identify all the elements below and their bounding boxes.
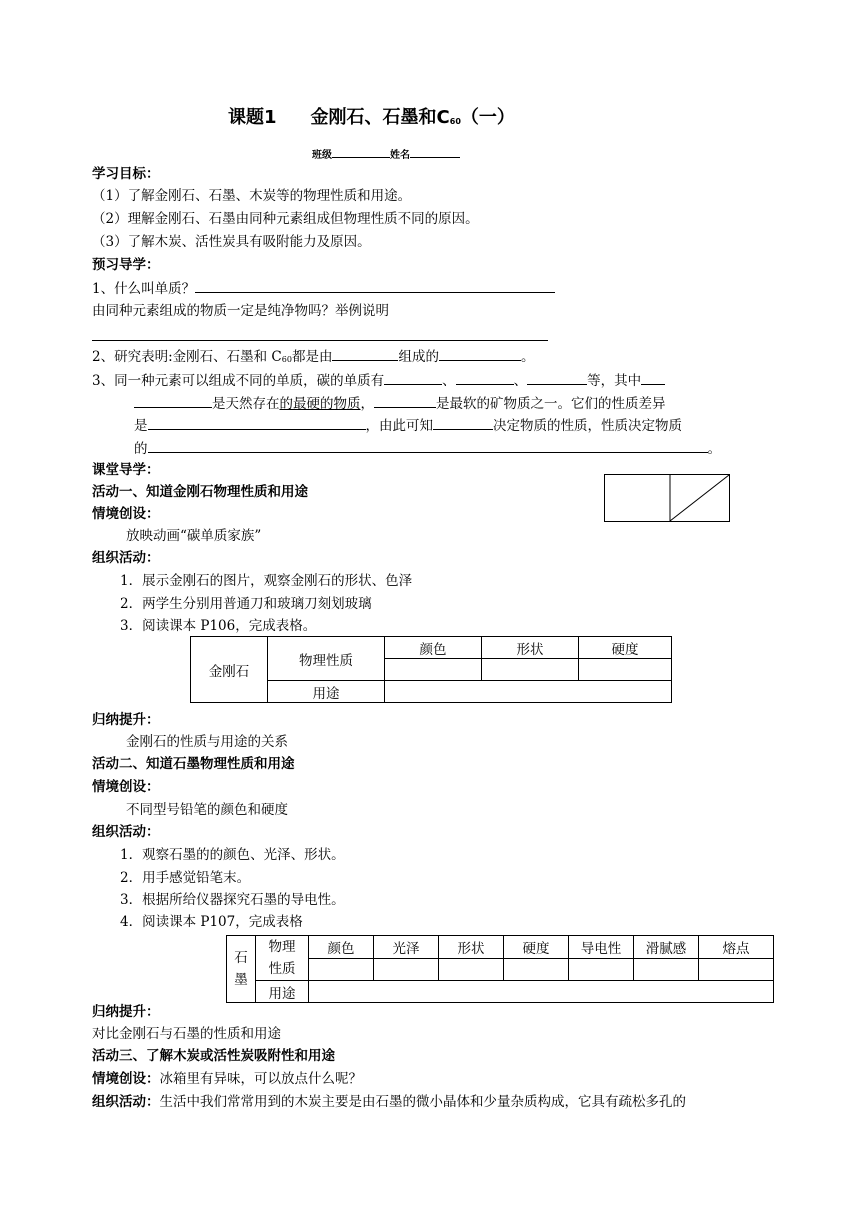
activity-2-title: 活动二、知道石墨物理性质和用途 [92,756,295,772]
table-cell[interactable] [699,958,774,981]
corner-box [604,474,730,522]
table-cell[interactable] [482,659,579,681]
name-blank[interactable] [410,147,460,158]
preview-q1: 1、什么叫单质？ [92,278,555,299]
answer-blank[interactable] [374,393,436,408]
org-label-2: 组织活动： [92,824,160,840]
act1-step-3: 3．阅读课本 P106，完成表格。 [120,618,317,634]
graphite-prop-2: 性质 [268,961,296,977]
activity-3-title: 活动三、了解木炭或活性炭吸附性和用途 [92,1048,335,1064]
classroom-heading: 课堂导学： [92,462,160,478]
graphite-col-color: 颜色 [309,936,374,959]
table-cell[interactable] [579,659,672,681]
objective-1: （1）了解金刚石、石墨、木炭等的物理性质和用途。 [92,188,412,204]
graphite-row-header-2: 墨 [234,972,248,988]
diamond-row-header: 金刚石 [191,637,268,703]
objective-2: （2）理解金刚石、石墨由同种元素组成但物理性质不同的原因。 [92,211,479,227]
corner-box-diagram [605,475,729,521]
diamond-col-color: 颜色 [385,637,482,659]
table-cell[interactable] [439,958,504,981]
name-label: 姓名 [390,150,410,161]
diamond-col-hardness: 硬度 [579,637,672,659]
act1-step-2: 2．两学生分别用普通刀和玻璃刀刻划玻璃 [120,596,372,612]
table-cell[interactable] [309,958,374,981]
answer-blank[interactable] [456,370,514,385]
diamond-prop-header: 物理性质 [268,637,385,681]
activity-1-title: 活动一、知道金刚石物理性质和用途 [92,484,308,500]
title-prefix: 课题1 [228,107,277,128]
class-blank[interactable] [332,147,390,158]
graphite-col-luster: 光泽 [374,936,439,959]
summary-2: 对比金刚石与石墨的性质和用途 [92,1026,281,1042]
diamond-table [190,636,672,703]
scene-3-line [92,1069,362,1089]
graphite-col-melting: 熔点 [699,936,774,959]
preview-q3-line2: 是天然存在的最硬的物质， 是最软的矿物质之一。它们的性质差异 [134,393,666,414]
graphite-use-header: 用途 [256,981,309,1003]
objective-3: （3）了解木炭、活性炭具有吸附能力及原因。 [92,234,371,250]
table-cell[interactable] [504,958,569,981]
scene-3: 冰箱里有异味，可以放点什么呢？ [159,1071,362,1087]
title-suffix: （一） [460,107,515,128]
graphite-row-header-1: 石 [234,950,248,966]
diamond-use-header: 用途 [268,681,385,703]
graphite-col-hardness: 硬度 [504,936,569,959]
answer-blank[interactable] [332,346,398,361]
answer-blank[interactable] [384,370,442,385]
answer-blank[interactable] [433,415,493,430]
scene-1: 放映动画“碳单质家族” [126,528,262,544]
org-label-3: 组织活动： [92,1094,160,1110]
answer-blank[interactable] [148,438,708,453]
table-cell[interactable] [374,958,439,981]
scene-2: 不同型号铅笔的颜色和硬度 [126,802,288,818]
answer-blank[interactable] [195,278,555,293]
table-cell[interactable] [385,681,672,703]
preview-q3-line4: 的 。 [134,438,721,459]
preview-heading: 预习导学： [92,257,160,273]
table-cell[interactable] [309,981,774,1003]
answer-blank[interactable] [527,370,587,385]
summary-label-1: 归纳提升： [92,712,160,728]
answer-blank[interactable] [641,370,665,385]
table-cell[interactable] [385,659,482,681]
title-sub: 60 [449,117,461,126]
scene-label-1: 情境创设： [92,506,160,522]
act2-step-4: 4．阅读课本 P107，完成表格 [120,914,303,930]
page-title [228,106,515,134]
graphite-col-conductivity: 导电性 [569,936,634,959]
diamond-col-shape: 形状 [482,637,579,659]
preview-q2: 2、研究表明:金刚石、石墨和 $C_{60}$都是由 组成的 。 [92,346,534,370]
table-cell[interactable] [634,958,699,981]
title-main: 金刚石、石墨和C [310,107,450,128]
graphite-table [226,935,774,1003]
graphite-row-header [227,936,256,1003]
scene-label-2: 情境创设： [92,779,160,795]
table-cell[interactable] [569,958,634,981]
org-label-1: 组织活动： [92,550,160,566]
answer-blank[interactable] [148,415,366,430]
answer-blank[interactable] [134,393,212,408]
org-3-line [92,1092,686,1112]
preview-q1b: 由同种元素组成的物质一定是纯净物吗？举例说明 [92,303,389,319]
act2-step-1: 1．观察石墨的的颜色、光泽、形状。 [120,847,345,863]
graphite-col-slippery: 滑腻感 [634,936,699,959]
answer-blank-line[interactable] [92,326,548,341]
summary-1: 金刚石的性质与用途的关系 [126,734,288,750]
preview-q3-line1: 3、同一种元素可以组成不同的单质，碳的单质有 、 、 等，其中 [92,370,665,391]
act2-step-3: 3．根据所给仪器探究石墨的导电性。 [120,892,345,908]
objectives-heading: 学习目标： [92,166,160,182]
graphite-prop-1: 物理 [268,939,296,955]
summary-label-2: 归纳提升： [92,1004,160,1020]
class-name-line [312,146,460,166]
preview-q3-line3: 是 ，由此可知 决定物质的性质，性质决定物质 [134,415,682,436]
act2-step-2: 2．用手感觉铅笔末。 [120,870,251,886]
act1-step-1: 1．展示金刚石的图片，观察金刚石的形状、色泽 [120,573,413,589]
scene-label-3: 情境创设： [92,1071,160,1087]
answer-blank[interactable] [439,346,521,361]
org-3: 生活中我们常常用到的木炭主要是由石墨的微小晶体和少量杂质构成，它具有疏松多孔的 [159,1094,686,1110]
graphite-prop-header [256,936,309,981]
graphite-col-shape: 形状 [439,936,504,959]
class-label: 班级 [312,150,332,161]
